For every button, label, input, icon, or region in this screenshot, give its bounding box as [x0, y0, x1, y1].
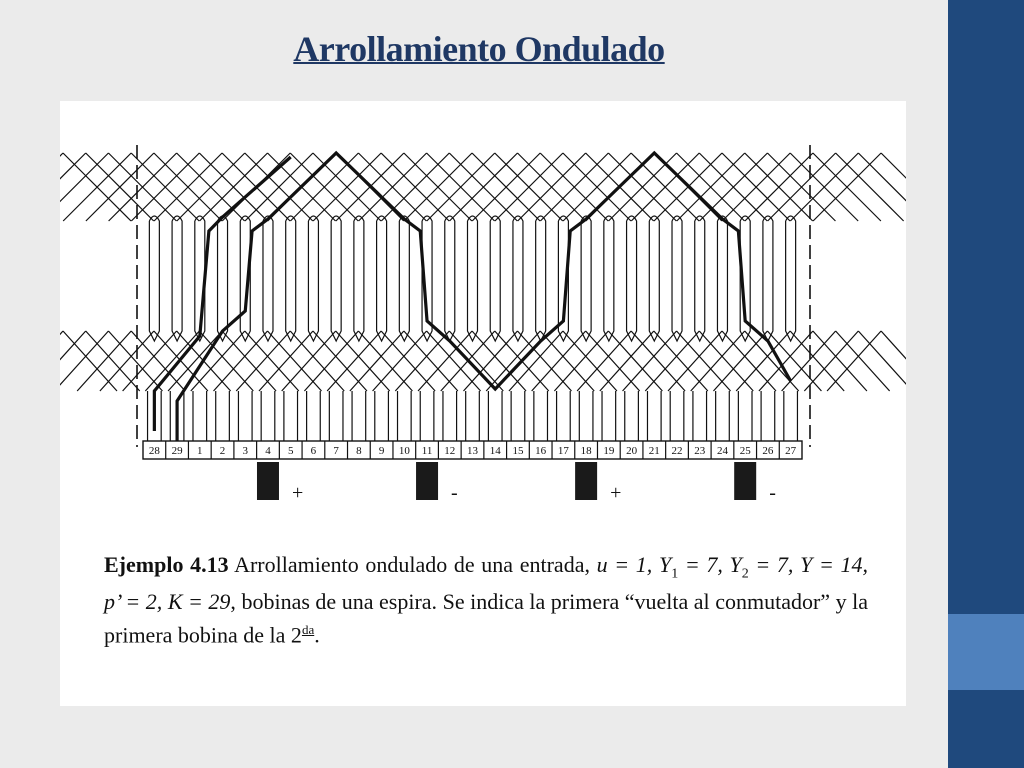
brushes — [257, 462, 776, 504]
coil-side — [286, 216, 296, 341]
caption-params-y2: = 7, Y = 14, p’ = 2, K = 29 — [104, 552, 868, 615]
figure-panel — [60, 101, 906, 706]
commutator-segment-label: 28 — [148, 445, 160, 457]
lattice-line — [77, 331, 131, 391]
commutator-segment-label: 4 — [265, 445, 271, 457]
coil-side — [172, 216, 182, 341]
lattice-line — [63, 331, 117, 391]
lattice-line — [100, 331, 154, 391]
brush — [416, 462, 438, 500]
commutator-segment-label: 2 — [219, 445, 226, 457]
lattice-line — [836, 331, 890, 391]
coil-side — [354, 216, 364, 341]
coil-side — [490, 216, 500, 341]
brush — [575, 462, 597, 500]
coil-side — [672, 216, 682, 341]
coil-side — [377, 216, 387, 341]
commutator-segment-label: 7 — [333, 445, 339, 457]
commutator-segment-label: 5 — [287, 445, 294, 457]
coil-side — [536, 216, 546, 341]
commutator-segment-label: 11 — [421, 445, 433, 457]
commutator-segment-label: 19 — [603, 445, 615, 457]
commutator-segment-label: 17 — [557, 445, 569, 457]
coil-side — [263, 216, 273, 341]
commutator-segment-label: 21 — [648, 445, 660, 457]
coil-side — [604, 216, 614, 341]
coil-side — [218, 216, 228, 341]
lattice-line — [60, 153, 63, 221]
commutator-segment-label: 9 — [378, 445, 385, 457]
lattice-line — [813, 331, 867, 391]
commutator-segment-label: 20 — [626, 445, 638, 457]
commutator — [143, 441, 802, 459]
caption-label: Ejemplo 4.13 — [104, 552, 229, 577]
caption-y2-sub: 2 — [741, 566, 749, 582]
commutator-segment-label: 23 — [694, 445, 706, 457]
commutator-segment-label: 22 — [671, 445, 683, 457]
brush-polarity-label: + — [610, 482, 622, 504]
caption-sup: da — [301, 622, 315, 638]
coil-side — [581, 216, 591, 341]
commutator-segment-label: 8 — [356, 445, 362, 457]
lattice-line — [60, 331, 108, 391]
coil-lines — [60, 153, 906, 441]
commutator-segment-label: 1 — [197, 445, 203, 457]
commutator-segment-label: 6 — [310, 445, 317, 457]
lattice-line — [60, 153, 108, 221]
coil-side — [308, 216, 318, 341]
figure-caption — [104, 551, 868, 650]
brush-polarity-label: - — [769, 482, 776, 504]
commutator-segment-label: 26 — [762, 445, 774, 457]
slide-title: Arrollamiento Ondulado — [293, 29, 665, 69]
commutator-segment-label: 16 — [535, 445, 547, 457]
caption-text-2: , bobinas de una espira. Se indica la primera “vuelta al conmutador” y la primera bobina de la 2 — [104, 589, 868, 648]
lattice-line — [767, 331, 821, 391]
lattice-line — [86, 331, 140, 391]
commutator-segment-label: 12 — [444, 445, 456, 457]
commutator-segment-label: 15 — [512, 445, 524, 457]
lattice-line — [804, 331, 858, 391]
caption-y1-sub: 1 — [671, 566, 679, 582]
commutator-segment-label: 18 — [580, 445, 592, 457]
commutator-segment-label: 24 — [716, 445, 728, 457]
brush-polarity-label: + — [291, 482, 304, 504]
brush — [257, 462, 279, 500]
side-bar-accent — [948, 614, 1024, 690]
caption-params-u: u = 1, Y — [596, 552, 672, 577]
coil-side — [649, 216, 659, 341]
wave-winding-diagram — [60, 101, 906, 521]
coil-side — [149, 216, 159, 341]
lattice-line — [790, 331, 844, 391]
brush-polarity-label: - — [451, 482, 458, 504]
lattice-line — [827, 331, 881, 391]
coil-side — [513, 216, 523, 341]
commutator-segment-label: 13 — [467, 445, 478, 457]
commutator-segment-label: 3 — [242, 445, 249, 457]
coil-side — [627, 216, 637, 341]
coil-side — [399, 216, 409, 341]
caption-end: . — [314, 622, 320, 648]
commutator-segment-label: 27 — [785, 445, 797, 457]
coil-side — [695, 216, 705, 341]
coil-side — [786, 216, 796, 341]
commutator-segment-label: 14 — [489, 445, 501, 457]
coil-side — [331, 216, 341, 341]
caption-text-1: Arrollamiento ondulado de una entrada, — [234, 552, 597, 577]
coil-side — [468, 216, 478, 341]
commutator-segment-label: 10 — [398, 445, 410, 457]
commutator-segment-label: 29 — [171, 445, 183, 457]
caption-params-y1: = 7, Y — [678, 552, 742, 577]
lattice-line — [858, 153, 906, 221]
coil-side — [445, 216, 455, 341]
brush — [734, 462, 756, 500]
coil-side — [717, 216, 727, 341]
lattice-line — [123, 331, 177, 391]
commutator-segment-label: 25 — [739, 445, 751, 457]
lattice-line — [836, 153, 904, 221]
coil-side — [763, 216, 773, 341]
